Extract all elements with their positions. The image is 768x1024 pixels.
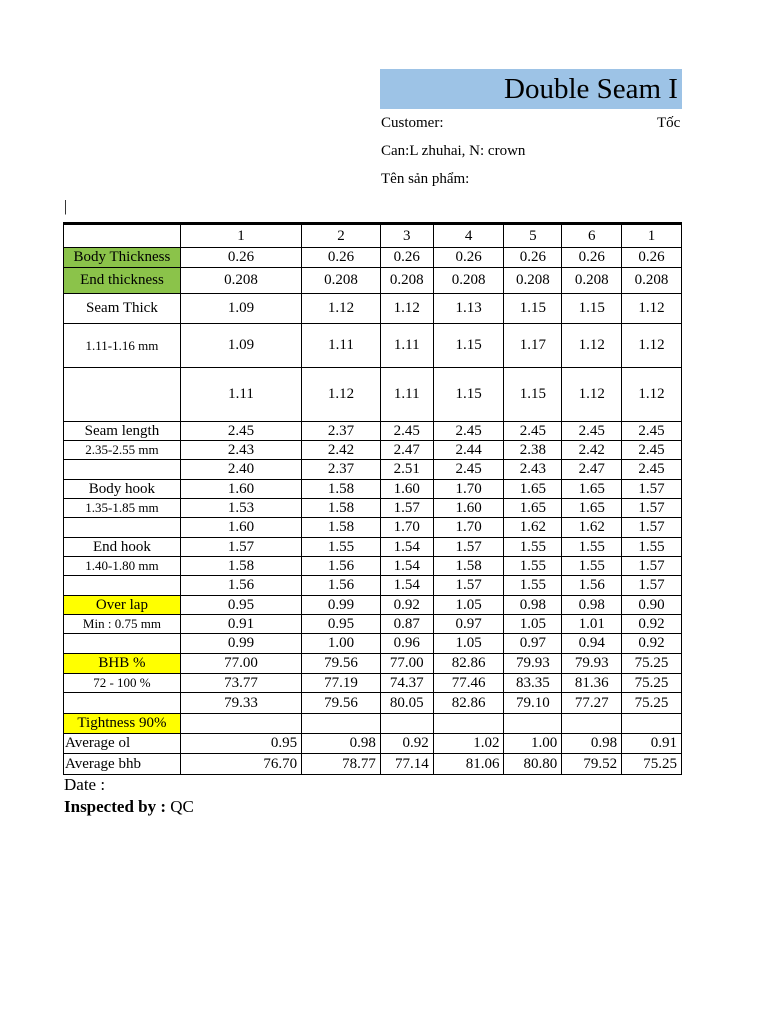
table-row	[64, 518, 682, 538]
row-label: BHB %	[64, 654, 181, 674]
value-cell: 1.55	[302, 538, 381, 557]
value-cell: 1.55	[622, 538, 682, 557]
value-cell: 0.208	[562, 268, 622, 294]
value-cell: 77.19	[302, 674, 381, 693]
value-cell: 1.12	[302, 294, 381, 324]
row-label: End hook	[64, 538, 181, 557]
table-header-row	[64, 224, 682, 248]
table-row	[64, 634, 682, 654]
column-header: 4	[433, 224, 504, 248]
value-cell: 81.36	[562, 674, 622, 693]
value-cell: 1.56	[562, 576, 622, 596]
value-cell: 0.26	[180, 248, 301, 268]
value-cell: 2.47	[562, 460, 622, 480]
value-cell: 1.11	[302, 324, 381, 368]
value-cell: 1.55	[504, 557, 562, 576]
value-cell: 80.80	[504, 754, 562, 775]
value-cell: 82.86	[433, 693, 504, 714]
table-row	[64, 674, 682, 693]
table-row	[64, 615, 682, 634]
value-cell: 2.37	[302, 460, 381, 480]
value-cell: 1.54	[380, 576, 433, 596]
value-cell: 1.11	[380, 368, 433, 422]
value-cell: 81.06	[433, 754, 504, 775]
double-seam-table	[63, 222, 682, 775]
value-cell: 82.86	[433, 654, 504, 674]
value-cell: 75.25	[622, 674, 682, 693]
speed-label: Tốc	[657, 115, 681, 131]
can-info: Can:L zhuhai, N: crown	[381, 143, 526, 159]
value-cell: 2.37	[302, 422, 381, 441]
table-row	[64, 754, 682, 775]
row-label	[64, 460, 181, 480]
value-cell: 1.57	[380, 499, 433, 518]
value-cell: 1.12	[622, 294, 682, 324]
value-cell: 0.87	[380, 615, 433, 634]
value-cell: 1.58	[302, 480, 381, 499]
value-cell: 0.98	[562, 596, 622, 615]
value-cell: 1.58	[433, 557, 504, 576]
value-cell: 77.00	[380, 654, 433, 674]
value-cell: 83.35	[504, 674, 562, 693]
table-row	[64, 480, 682, 499]
row-label: 2.35-2.55 mm	[64, 441, 181, 460]
row-label: Min : 0.75 mm	[64, 615, 181, 634]
value-cell: 1.00	[302, 634, 381, 654]
value-cell: 79.10	[504, 693, 562, 714]
value-cell: 78.77	[302, 754, 381, 775]
value-cell: 76.70	[180, 754, 301, 775]
value-cell: 1.58	[302, 518, 381, 538]
value-cell: 1.57	[433, 538, 504, 557]
value-cell: 1.58	[180, 557, 301, 576]
table-row	[64, 557, 682, 576]
value-cell: 2.47	[380, 441, 433, 460]
value-cell: 77.27	[562, 693, 622, 714]
value-cell: 0.94	[562, 634, 622, 654]
value-cell	[433, 714, 504, 734]
value-cell: 2.42	[302, 441, 381, 460]
value-cell: 1.01	[562, 615, 622, 634]
value-cell: 1.12	[302, 368, 381, 422]
value-cell: 75.25	[622, 693, 682, 714]
table-row	[64, 654, 682, 674]
value-cell: 75.25	[622, 754, 682, 775]
customer-label: Customer:	[381, 115, 444, 131]
value-cell: 1.62	[562, 518, 622, 538]
row-label: 1.11-1.16 mm	[64, 324, 181, 368]
table-row	[64, 714, 682, 734]
value-cell: 1.15	[433, 324, 504, 368]
value-cell: 2.45	[433, 460, 504, 480]
value-cell: 80.05	[380, 693, 433, 714]
value-cell: 79.93	[562, 654, 622, 674]
value-cell: 1.55	[504, 576, 562, 596]
value-cell: 0.98	[562, 734, 622, 754]
value-cell: 0.208	[180, 268, 301, 294]
value-cell: 0.92	[380, 734, 433, 754]
row-label: Seam length	[64, 422, 181, 441]
value-cell: 2.45	[504, 422, 562, 441]
value-cell: 2.44	[433, 441, 504, 460]
value-cell: 2.45	[433, 422, 504, 441]
value-cell: 0.99	[302, 596, 381, 615]
value-cell: 1.15	[433, 368, 504, 422]
value-cell: 1.05	[433, 634, 504, 654]
value-cell: 75.25	[622, 654, 682, 674]
value-cell: 1.62	[504, 518, 562, 538]
value-cell: 1.55	[504, 538, 562, 557]
column-header: 2	[302, 224, 381, 248]
table-row	[64, 693, 682, 714]
value-cell: 79.56	[302, 693, 381, 714]
table-row	[64, 422, 682, 441]
value-cell: 1.60	[180, 518, 301, 538]
value-cell: 1.65	[562, 480, 622, 499]
value-cell: 1.57	[622, 518, 682, 538]
value-cell: 0.26	[433, 248, 504, 268]
value-cell: 1.17	[504, 324, 562, 368]
value-cell: 1.55	[562, 538, 622, 557]
table-row	[64, 576, 682, 596]
value-cell: 2.45	[622, 441, 682, 460]
value-cell: 0.208	[433, 268, 504, 294]
value-cell: 1.53	[180, 499, 301, 518]
inspected-by-label: Inspected by :	[64, 797, 167, 816]
value-cell: 1.12	[622, 324, 682, 368]
value-cell: 2.38	[504, 441, 562, 460]
table-row	[64, 499, 682, 518]
row-label: Over lap	[64, 596, 181, 615]
value-cell: 0.95	[180, 734, 301, 754]
value-cell	[562, 714, 622, 734]
table-row	[64, 268, 682, 294]
value-cell: 74.37	[380, 674, 433, 693]
cell-marker: |	[64, 198, 68, 215]
value-cell: 1.60	[180, 480, 301, 499]
value-cell: 2.45	[562, 422, 622, 441]
value-cell: 1.05	[504, 615, 562, 634]
row-label	[64, 634, 181, 654]
row-label: Seam Thick	[64, 294, 181, 324]
value-cell: 1.60	[380, 480, 433, 499]
value-cell: 1.56	[302, 576, 381, 596]
value-cell: 1.55	[562, 557, 622, 576]
value-cell: 2.45	[622, 422, 682, 441]
value-cell: 1.70	[433, 480, 504, 499]
value-cell: 1.02	[433, 734, 504, 754]
value-cell: 0.26	[302, 248, 381, 268]
value-cell: 1.54	[380, 557, 433, 576]
value-cell: 1.11	[380, 324, 433, 368]
value-cell: 1.12	[622, 368, 682, 422]
value-cell: 0.92	[380, 596, 433, 615]
inspected-by-line	[64, 797, 194, 817]
value-cell: 1.09	[180, 294, 301, 324]
table-row	[64, 596, 682, 615]
table-row	[64, 324, 682, 368]
value-cell: 79.52	[562, 754, 622, 775]
column-header: 1	[180, 224, 301, 248]
row-label: 1.40-1.80 mm	[64, 557, 181, 576]
row-label: Average bhb	[64, 754, 181, 775]
value-cell: 0.26	[380, 248, 433, 268]
value-cell: 1.57	[622, 499, 682, 518]
value-cell: 1.09	[180, 324, 301, 368]
value-cell: 1.57	[433, 576, 504, 596]
value-cell: 0.208	[504, 268, 562, 294]
value-cell: 79.56	[302, 654, 381, 674]
value-cell: 0.95	[302, 615, 381, 634]
header-label-cell	[64, 224, 181, 248]
value-cell: 0.92	[622, 634, 682, 654]
column-header: 6	[562, 224, 622, 248]
value-cell: 0.90	[622, 596, 682, 615]
row-label	[64, 368, 181, 422]
value-cell: 1.58	[302, 499, 381, 518]
table-row	[64, 294, 682, 324]
value-cell: 0.95	[180, 596, 301, 615]
value-cell: 1.15	[562, 294, 622, 324]
value-cell: 77.00	[180, 654, 301, 674]
row-label	[64, 576, 181, 596]
value-cell: 0.91	[180, 615, 301, 634]
table-row	[64, 538, 682, 557]
value-cell: 0.26	[622, 248, 682, 268]
row-label: Average ol	[64, 734, 181, 754]
value-cell: 1.56	[180, 576, 301, 596]
value-cell: 2.45	[180, 422, 301, 441]
value-cell: 1.13	[433, 294, 504, 324]
value-cell: 0.98	[302, 734, 381, 754]
value-cell: 0.208	[302, 268, 381, 294]
value-cell: 1.12	[562, 368, 622, 422]
value-cell: 1.12	[562, 324, 622, 368]
value-cell: 2.45	[380, 422, 433, 441]
row-label	[64, 518, 181, 538]
row-label: 72 - 100 %	[64, 674, 181, 693]
row-label: 1.35-1.85 mm	[64, 499, 181, 518]
value-cell: 1.15	[504, 368, 562, 422]
value-cell: 0.99	[180, 634, 301, 654]
table-row	[64, 734, 682, 754]
value-cell: 2.51	[380, 460, 433, 480]
value-cell: 1.65	[504, 480, 562, 499]
value-cell: 79.33	[180, 693, 301, 714]
value-cell: 77.46	[433, 674, 504, 693]
product-name-label: Tên sản phẩm:	[381, 171, 470, 187]
table-row	[64, 441, 682, 460]
value-cell: 77.14	[380, 754, 433, 775]
value-cell: 0.92	[622, 615, 682, 634]
row-label: Body hook	[64, 480, 181, 499]
value-cell: 1.57	[622, 576, 682, 596]
value-cell: 2.43	[180, 441, 301, 460]
value-cell: 1.12	[380, 294, 433, 324]
value-cell	[622, 714, 682, 734]
value-cell: 1.15	[504, 294, 562, 324]
inspector-name: QC	[170, 797, 194, 816]
value-cell: 1.56	[302, 557, 381, 576]
value-cell: 1.57	[622, 480, 682, 499]
table-row	[64, 368, 682, 422]
value-cell: 1.11	[180, 368, 301, 422]
row-label: Tightness 90%	[64, 714, 181, 734]
value-cell: 0.98	[504, 596, 562, 615]
row-label: Body Thickness	[64, 248, 181, 268]
value-cell: 1.70	[433, 518, 504, 538]
table-row	[64, 460, 682, 480]
row-label	[64, 693, 181, 714]
value-cell: 2.40	[180, 460, 301, 480]
value-cell: 0.26	[504, 248, 562, 268]
row-label: End thickness	[64, 268, 181, 294]
value-cell: 0.208	[622, 268, 682, 294]
value-cell: 0.91	[622, 734, 682, 754]
value-cell	[302, 714, 381, 734]
value-cell: 1.05	[433, 596, 504, 615]
value-cell: 0.97	[504, 634, 562, 654]
column-header: 5	[504, 224, 562, 248]
value-cell: 1.70	[380, 518, 433, 538]
value-cell: 0.97	[433, 615, 504, 634]
value-cell	[180, 714, 301, 734]
value-cell: 0.208	[380, 268, 433, 294]
table-row	[64, 248, 682, 268]
value-cell	[504, 714, 562, 734]
value-cell: 2.45	[622, 460, 682, 480]
value-cell: 0.26	[562, 248, 622, 268]
column-header: 3	[380, 224, 433, 248]
date-label: Date :	[64, 775, 106, 794]
value-cell: 79.93	[504, 654, 562, 674]
value-cell: 0.96	[380, 634, 433, 654]
value-cell	[380, 714, 433, 734]
value-cell: 1.65	[562, 499, 622, 518]
value-cell: 1.65	[504, 499, 562, 518]
value-cell: 1.57	[622, 557, 682, 576]
value-cell: 1.57	[180, 538, 301, 557]
value-cell: 2.43	[504, 460, 562, 480]
value-cell: 1.60	[433, 499, 504, 518]
report-title: Double Seam I	[380, 69, 682, 109]
value-cell: 1.00	[504, 734, 562, 754]
value-cell: 1.54	[380, 538, 433, 557]
value-cell: 2.42	[562, 441, 622, 460]
column-header: 1	[622, 224, 682, 248]
value-cell: 73.77	[180, 674, 301, 693]
